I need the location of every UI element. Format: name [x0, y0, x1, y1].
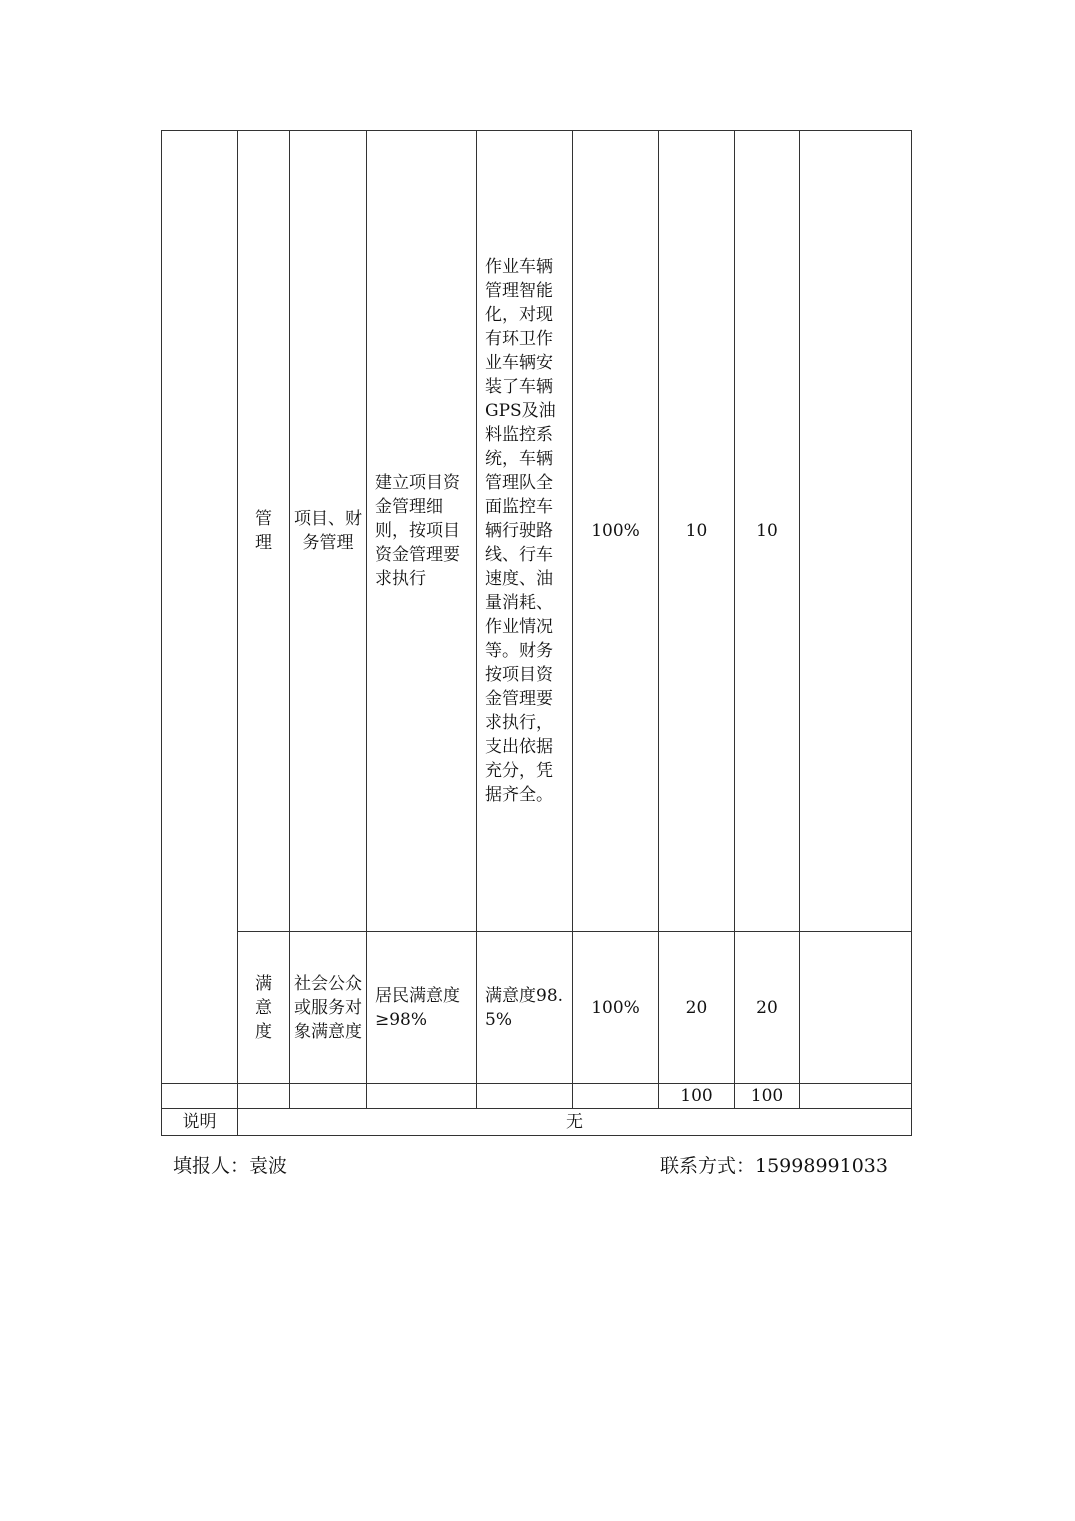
indicator-label: 项目、财务管理 — [294, 509, 362, 553]
table-row-management — [162, 131, 912, 932]
target-text: 建立项目资金管理细则，按项目资金管理要求执行 — [375, 473, 460, 589]
remark-cell — [800, 932, 912, 1084]
table-row-total — [162, 1084, 912, 1109]
rate-cell — [573, 131, 659, 932]
total-score-value: 100 — [750, 1086, 784, 1106]
target-cell — [367, 932, 477, 1084]
category-cell — [238, 932, 290, 1084]
filler-line: 填报人：袁波 — [173, 1155, 288, 1177]
actual-text: 作业车辆管理智能化，对现有环卫作业车辆安装了车辆GPS及油料监控系统，车辆管理队全面监控车辆行驶路线、行车速度、油量消耗、作业情况等。财务按项目资金管理要求执行，支出依据充分，凭据齐全。 — [485, 257, 556, 805]
total-score-cell — [735, 1084, 800, 1109]
note-label-cell — [162, 1109, 238, 1136]
weight-cell — [659, 932, 735, 1084]
contact-line: 联系方式：15998991033 — [660, 1155, 888, 1177]
score-value: 20 — [756, 997, 778, 1018]
rate-value: 100% — [591, 997, 640, 1018]
score-cell — [735, 131, 800, 932]
weight-value: 10 — [685, 521, 708, 541]
actual-cell — [477, 131, 573, 932]
empty-cell — [162, 1084, 238, 1109]
empty-cell — [800, 1084, 912, 1109]
indicator-cell — [290, 932, 367, 1084]
empty-cell — [477, 1084, 573, 1109]
actual-cell — [477, 932, 573, 1084]
category-cell — [238, 131, 290, 932]
merged-left-cell — [162, 131, 238, 1084]
score-cell — [735, 932, 800, 1084]
actual-text: 满意度98.5% — [485, 985, 564, 1030]
performance-table — [161, 130, 912, 1136]
weight-value: 20 — [685, 997, 708, 1018]
indicator-label: 社会公众或服务对象满意度 — [294, 973, 362, 1042]
category-label: 满意度 — [255, 973, 272, 1042]
empty-cell — [573, 1084, 659, 1109]
remark-cell — [800, 131, 912, 932]
indicator-cell — [290, 131, 367, 932]
rate-value: 100% — [591, 521, 640, 541]
total-weight-value: 100 — [680, 1086, 713, 1106]
empty-cell — [238, 1084, 290, 1109]
note-value: 无 — [566, 1112, 583, 1132]
target-cell — [367, 131, 477, 932]
score-value: 10 — [756, 521, 778, 541]
rate-cell — [573, 932, 659, 1084]
table-row-satisfaction — [162, 932, 912, 1084]
note-value-cell — [238, 1109, 912, 1136]
table-row-note — [162, 1109, 912, 1136]
empty-cell — [290, 1084, 367, 1109]
target-text: 居民满意度≥98% — [375, 985, 460, 1030]
category-label: 管理 — [255, 509, 272, 553]
empty-cell — [367, 1084, 477, 1109]
note-label: 说明 — [182, 1112, 217, 1132]
weight-cell — [659, 131, 735, 932]
total-weight-cell — [659, 1084, 735, 1109]
